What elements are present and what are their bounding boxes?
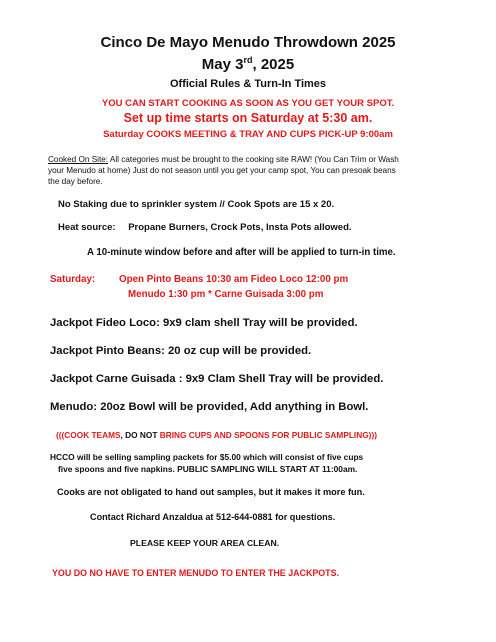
heat-source-value: Propane Burners, Crock Pots, Insta Pots allowed. bbox=[128, 222, 352, 233]
footer-notice: YOU DO NO HAVE TO ENTER MENUDO TO ENTER THE JACKPOTS. bbox=[52, 568, 339, 578]
cook-teams-part3: BRING CUPS AND SPOONS FOR PUBLIC SAMPLING))) bbox=[157, 430, 377, 440]
jackpot-fideo-label: Jackpot Fideo Loco bbox=[50, 317, 157, 329]
notice-setup-time: Set up time starts on Saturday at 5:30 am. bbox=[123, 111, 373, 125]
cook-teams-part1: (((COOK TEAMS bbox=[56, 430, 121, 440]
keep-clean-notice: PLEASE KEEP YOUR AREA CLEAN. bbox=[130, 538, 280, 548]
jackpot-carne: Jackpot Carne Guisada : 9x9 Clam Shell Tray will be provided. bbox=[50, 373, 384, 385]
notice-start-cooking: YOU CAN START COOKING AS SOON AS YOU GET YOUR SPOT. bbox=[101, 98, 395, 109]
cooked-on-site-label: Cooked On Site: bbox=[48, 155, 109, 164]
turn-in-window: A 10-minute window before and after will be applied to turn-in time. bbox=[87, 247, 396, 258]
jackpot-fideo-text: : 9x9 clam shell Tray will be provided. bbox=[156, 317, 358, 329]
schedule-line1: Open Pinto Beans 10:30 am Fideo Loco 12:00 pm bbox=[119, 274, 349, 285]
event-date-year: , 2025 bbox=[252, 56, 295, 73]
event-date bbox=[0, 56, 496, 73]
jackpot-menudo: Menudo: 20oz Bowl will be provided, Add anything in Bowl. bbox=[50, 401, 369, 413]
staking-rule: No Staking due to sprinkler system // Cook Spots are 15 x 20. bbox=[58, 199, 335, 210]
jackpot-fideo bbox=[50, 317, 358, 329]
cooked-on-site-text1: All categories must be brought to the cooking site RAW! (You Can Trim or Wash bbox=[108, 155, 399, 164]
cooked-on-site-line1 bbox=[48, 155, 399, 164]
contact-info: Contact Richard Anzaldua at 512-644-0881 for questions. bbox=[90, 512, 336, 522]
cook-teams-part2: , DO NOT bbox=[120, 430, 158, 440]
cooked-on-site-line2: your Menudo at home) Just do not season until you get your camp spot, You can presoak beans bbox=[48, 166, 396, 175]
cooked-on-site-line3: the day before. bbox=[48, 177, 103, 186]
sampling-line1: HCCO will be selling sampling packets for $5.00 which will consist of five cups bbox=[50, 452, 364, 462]
schedule-line2: Menudo 1:30 pm * Carne Guisada 3:00 pm bbox=[128, 289, 324, 300]
page-title: Cinco De Mayo Menudo Throwdown 2025 bbox=[100, 34, 396, 51]
page-subtitle: Official Rules & Turn-In Times bbox=[169, 78, 327, 90]
event-date-prefix: May 3 bbox=[201, 56, 244, 73]
notice-cooks-meeting: Saturday COOKS MEETING & TRAY AND CUPS PICK-UP 9:00am bbox=[103, 129, 393, 140]
heat-source-label: Heat source: bbox=[58, 222, 116, 233]
schedule-day: Saturday: bbox=[50, 274, 96, 285]
sampling-line2: five spoons and five napkins. PUBLIC SAMPLING WILL START AT 11:00am. bbox=[58, 464, 358, 474]
obligation-note: Cooks are not obligated to hand out samples, but it makes it more fun. bbox=[57, 487, 365, 497]
cook-teams-notice bbox=[56, 430, 377, 440]
heat-source bbox=[58, 222, 352, 233]
jackpot-pinto: Jackpot Pinto Beans: 20 oz cup will be provided. bbox=[50, 345, 312, 357]
event-date-suffix-sup: rd bbox=[243, 55, 253, 65]
